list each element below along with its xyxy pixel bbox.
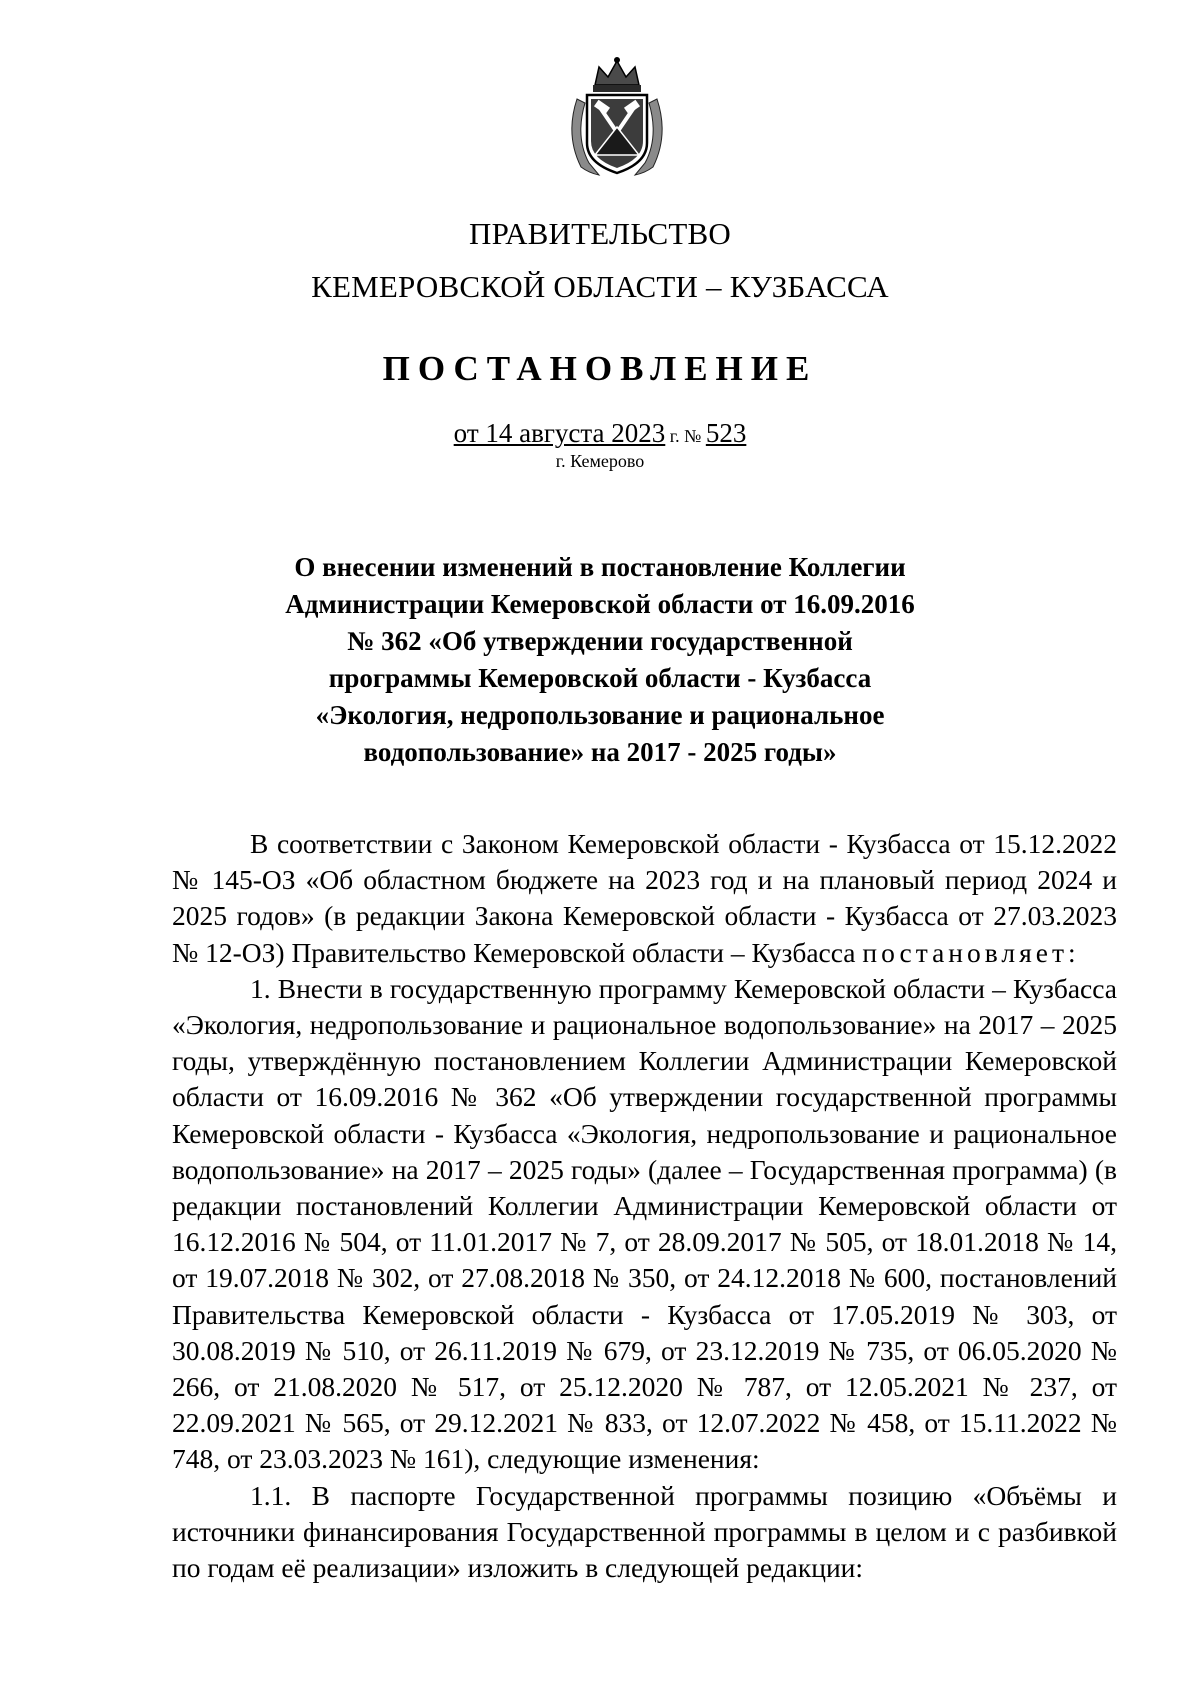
subject-line: водопользование» на 2017 - 2025 годы» (363, 737, 837, 767)
document-place: г. Кемерово (555, 451, 645, 471)
document-dateline (0, 418, 1200, 449)
document-date: от 14 августа 2023 (453, 418, 666, 448)
subject-line: О внесении изменений в постановление Коллегии (294, 552, 906, 582)
subject-line: Администрации Кемеровской области от 16.09.2016 (285, 589, 915, 619)
subject-line: «Экология, недропользование и рациональное (315, 700, 885, 730)
subject-line: программы Кемеровской области - Кузбасса (328, 663, 872, 693)
clause-1-paragraph: 1. Внести в государственную программу Кемеровской области – Кузбасса «Экология, недропользование и рациональное водопользование» на 2017 – 2025 годы, утверждённую постановлением Коллегии Администрации Кемеровской области от 16.09.2016 № 362 «Об утверждении государственной программы Кемеровской области - Кузбасса «Экология, недропользование и рациональное водопользование» на 2017 – 2025 годы» (далее – Государственная программа) (в редакции постановлений Коллегии Администрации Кемеровской области от 16.12.2016 № 504, от 11.01.2017 № 7, от 28.09.2017 № 505, от 18.01.2018 № 14, от 19.07.2018 № 302, от 27.08.2018 № 350, от 24.12.2018 № 600, постановлений Правительства Кемеровской области - Кузбасса от 17.05.2019 № 303, от 30.08.2019 № 510, от 26.11.2019 № 679, от 23.12.2019 № 735, от 06.05.2020 № 266, от 21.08.2020 № 517, от 25.12.2020 № 787, от 12.05.2021 № 237, от 22.09.2021 № 565, от 29.12.2021 № 833, от 12.07.2022 № 458, от 15.11.2022 № 748, от 23.03.2023 № 161), следующие изменения: (172, 972, 1117, 1475)
preamble-text: В соответствии с Законом Кемеровской области - Кузбасса от 15.12.2022 № 145-ОЗ «Об областном бюджете на 2023 год и на плановый период 2024 и 2025 годов» (в редакции Закона Кемеровской области - Кузбасса от 27.03.2023 № 12-ОЗ) Правительство Кемеровской области – Кузбасса (172, 828, 1117, 968)
preamble-paragraph (172, 826, 1117, 971)
coat-of-arms-emblem (559, 55, 675, 179)
clause-1-1-paragraph: 1.1. В паспорте Государственной программы позицию «Объёмы и источники финансирования Государственной программы в целом и с разбивкой по годам её реализации» изложить в следующей редакции: (172, 1479, 1117, 1584)
document-number: 523 (705, 418, 747, 448)
year-suffix: г. (665, 426, 680, 446)
resolves-keyword: постановляет: (862, 936, 1080, 968)
number-prefix: № (679, 426, 706, 446)
government-name-line-1: ПРАВИТЕЛЬСТВО (469, 216, 731, 251)
subject-line: № 362 «Об утверждении государственной (347, 626, 853, 656)
document-subject (250, 549, 950, 771)
document-body (172, 826, 1117, 1586)
document-type-title: ПОСТАНОВЛЕНИЕ (382, 349, 818, 388)
government-name-line-2: КЕМЕРОВСКОЙ ОБЛАСТИ – КУЗБАССА (311, 269, 889, 304)
